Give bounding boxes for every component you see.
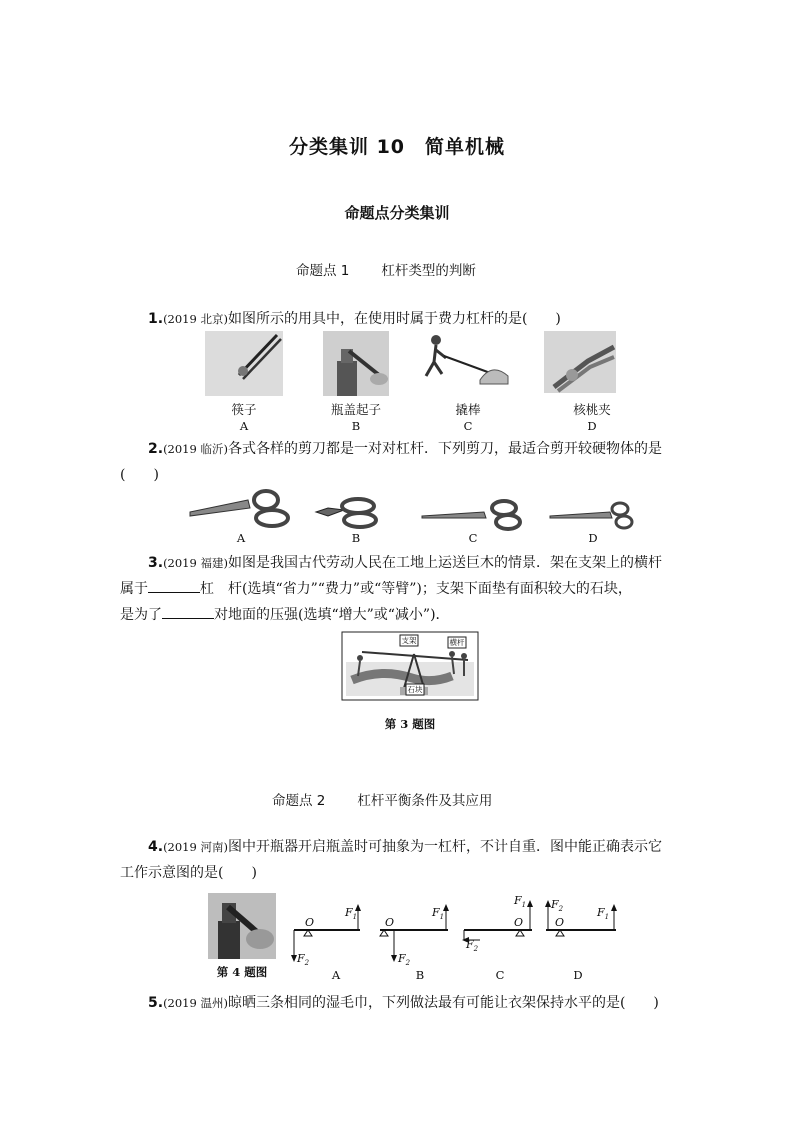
force-2-label: $F_2$ <box>297 952 310 968</box>
question-number: 4. <box>148 839 164 855</box>
stone-label: 石块 <box>407 685 423 694</box>
support-label: 支架 <box>401 636 417 645</box>
scissors-d-image <box>548 500 634 530</box>
question-number: 1. <box>148 311 164 327</box>
force-1-label: $F_1$ <box>597 906 610 922</box>
option-c-letter: C <box>495 968 505 982</box>
section-topic: 杠杆平衡条件及其应用 <box>357 793 493 809</box>
pivot-label: O <box>385 916 395 929</box>
figure-caption: 第 4 题图 <box>216 965 268 979</box>
question-3 <box>148 550 688 576</box>
option-d-letter: D <box>573 968 583 982</box>
question-4 <box>148 834 688 860</box>
option-c-letter: C <box>468 531 478 545</box>
option-d-letter: D <box>587 419 597 433</box>
question-text: 是为了 <box>120 607 162 623</box>
page-subtitle: 命题点分类集训 <box>344 204 450 222</box>
question-text: 图中开瓶器开启瓶盖时可抽象为一杠杆，不计自重．图中能正确表示它 <box>227 839 662 855</box>
question-text: 如图所示的用具中，在使用时属于费力杠杆的是( ) <box>227 311 561 327</box>
force-1-label: $F_1$ <box>514 894 527 910</box>
force-2-label: $F_2$ <box>398 952 411 968</box>
scissors-a-image <box>188 486 292 528</box>
question-text: 杠 杆(选填“省力”“费力”或“等臂”)；支架下面垫有面积较大的石块， <box>200 581 632 597</box>
question-text: 属于 <box>120 581 148 597</box>
force-2-label: $F_2$ <box>466 938 479 954</box>
question-text: 如图是我国古代劳动人民在工地上运送巨木的情景．架在支架上的横杆 <box>227 555 662 571</box>
force-1-label: $F_1$ <box>345 906 358 922</box>
section-topic: 杠杆类型的判断 <box>381 263 476 279</box>
chopsticks-image <box>205 331 283 396</box>
answer-blank[interactable] <box>162 604 214 619</box>
option-a-letter: A <box>239 419 249 433</box>
section-label: 命题点 1 <box>296 263 350 279</box>
question-source: (2019 北京) <box>163 312 228 326</box>
question-text: 各式各样的剪刀都是一对对杠杆．下列剪刀，最适合剪开较硬物体的是 <box>227 441 662 457</box>
option-b-letter: B <box>415 968 425 982</box>
force-2-label: $F_2$ <box>551 898 564 914</box>
scissors-c-image <box>420 498 524 530</box>
option-a-name: 筷子 <box>231 402 257 417</box>
option-c-name: 撬棒 <box>455 402 481 417</box>
option-b-name: 瓶盖起子 <box>330 402 381 417</box>
option-b-letter: B <box>351 531 361 545</box>
question-text: 晾晒三条相同的湿毛巾，下列做法最有可能让衣架保持水平的是( ) <box>227 995 659 1011</box>
nutcracker-image <box>544 331 616 393</box>
question-source: (2019 河南) <box>163 840 228 854</box>
answer-blank[interactable] <box>148 578 200 593</box>
bottle-opener-image <box>323 331 389 396</box>
option-c-letter: C <box>463 419 473 433</box>
bottle-opener-photo <box>208 893 276 959</box>
question-3-line-3 <box>120 602 690 628</box>
question-4-answer: 工作示意图的是( ) <box>120 865 257 881</box>
question-text: 对地面的压强(选填“增大”或“减小”)． <box>214 607 450 623</box>
question-2-answer: ( ) <box>120 467 159 483</box>
option-b-letter: B <box>351 419 361 433</box>
force-1-label: $F_1$ <box>432 906 445 922</box>
option-d-name: 核桃夹 <box>573 402 611 417</box>
question-number: 3. <box>148 555 164 571</box>
scissors-b-image <box>314 494 382 530</box>
question-5 <box>148 990 688 1016</box>
question-source: (2019 福建) <box>163 556 228 570</box>
pivot-label: O <box>305 916 315 929</box>
question-1 <box>148 306 708 332</box>
page-title: 分类集训 10 简单机械 <box>288 136 506 158</box>
question-source: (2019 温州) <box>163 996 228 1010</box>
figure-caption: 第 3 题图 <box>384 717 436 731</box>
option-a-letter: A <box>236 531 246 545</box>
question-number: 2. <box>148 441 164 457</box>
option-a-letter: A <box>331 968 341 982</box>
question-3-line-2 <box>120 576 690 602</box>
question-number: 5. <box>148 995 164 1011</box>
bar-label: 横杆 <box>449 638 465 647</box>
section-heading-1 <box>296 259 476 279</box>
pivot-label: O <box>555 916 565 929</box>
question-2 <box>148 436 688 462</box>
pivot-label: O <box>514 916 524 929</box>
section-heading-2 <box>272 789 492 809</box>
section-label: 命题点 2 <box>272 793 326 809</box>
option-d-letter: D <box>588 531 598 545</box>
question-source: (2019 临沂) <box>163 442 228 456</box>
crowbar-image <box>420 332 512 392</box>
